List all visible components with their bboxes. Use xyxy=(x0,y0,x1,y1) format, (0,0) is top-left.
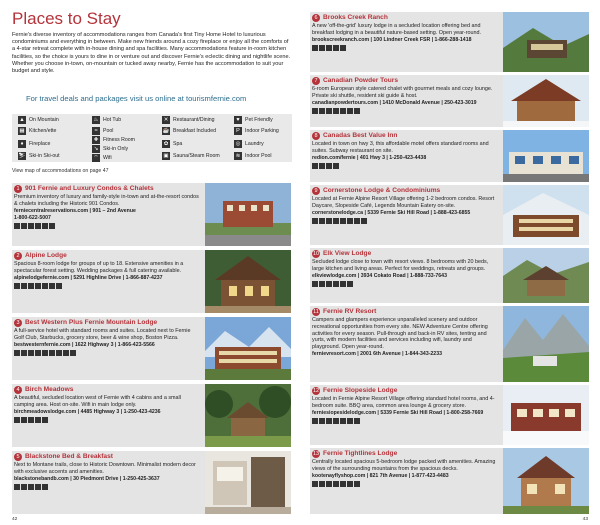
entry-description: Secluded lodge close to town with resort views. 8 bedrooms with 20 beds, large kitchen and living areas. Perfect for weddings, retreats and groups. xyxy=(312,259,489,272)
entry-description: Located in town on hwy 3, this affordable motel offers standard rooms and suites. Subway restaurant on site. xyxy=(312,141,489,154)
amenity-icon xyxy=(28,484,34,490)
lodge-photo xyxy=(503,75,589,127)
accommodation-entry xyxy=(310,306,589,382)
amenity-icon xyxy=(347,108,353,114)
entry-description: Centrally located spacious 5-bedroom lodge packed with amenities. Amazing views of the surrounding mountains from the spacious decks. xyxy=(312,459,496,472)
amenity-icon xyxy=(35,350,41,356)
legend-mountain: ▲ On Mountain xyxy=(19,117,59,123)
amenity-icon xyxy=(35,484,41,490)
legend-wifi: ⌔ Wifi xyxy=(93,155,112,161)
amenity-icon xyxy=(42,283,48,289)
entry-description: Campers and glampers experience unparalleled scenery and outdoor recreational opportunities from every site. NEW Adventure Centre offering activities for every season. Pull-through and back-in RV sites, tenting and yurts, with modern facilities and services including wifi, laundry and playground. Open year-round. xyxy=(312,317,488,351)
amenity-icon xyxy=(319,45,325,51)
entry-contact: blackstonebandb.com | 30 Piedmont Drive | 1-250-425-3637 xyxy=(14,475,160,482)
kitchen-icon: ▦ xyxy=(19,128,25,134)
amenity-icon xyxy=(14,484,20,490)
accommodation-entry xyxy=(310,12,589,72)
accommodation-entry xyxy=(310,248,589,303)
page-number: 43 xyxy=(582,517,588,522)
amenity-icon xyxy=(347,418,353,424)
entry-number: 11 xyxy=(313,308,319,315)
entry-description: A full-service hotel with standard rooms and suites. Located next to Fernie Golf Club, Starbucks, grocery store, beer & wine shop, Boston Pizza. xyxy=(14,328,191,341)
legend-ski: ⛷ Ski-in Ski-out xyxy=(18,153,60,159)
amenity-icon xyxy=(70,350,76,356)
entry-number: 1 xyxy=(14,185,22,193)
lodge-photo xyxy=(503,448,589,514)
indoor-pool-icon: ≋ xyxy=(235,153,241,159)
amenity-icon xyxy=(319,218,325,224)
entry-number: 5 xyxy=(14,453,22,461)
entry-name: Cornerstone Lodge & Condominiums xyxy=(323,187,441,194)
lodge-photo xyxy=(205,317,291,380)
amenity-icon xyxy=(333,108,339,114)
lodge-photo xyxy=(503,385,589,445)
amenity-icon xyxy=(28,283,34,289)
amenity-icon xyxy=(21,350,27,356)
entry-name: Fernie Tightlines Lodge xyxy=(323,450,398,457)
amenity-icon xyxy=(326,108,332,114)
lodge-photo xyxy=(503,130,589,182)
entry-number: 8 xyxy=(312,132,320,140)
legend-fireplace: ♦ Fireplace xyxy=(18,140,50,148)
amenity-icon xyxy=(312,108,318,114)
amenity-icon xyxy=(35,417,41,423)
entry-contact: fernievresort.com | 2001 6th Avenue | 1-844-343-2233 xyxy=(312,350,442,357)
legend-restaurant: ✕ Restaurant/Dining xyxy=(163,117,215,123)
legend-parking: P Indoor Parking xyxy=(234,127,279,135)
entry-number: 7 xyxy=(312,77,320,85)
accommodation-entry xyxy=(12,183,291,246)
amenity-icon xyxy=(340,218,346,224)
lodge-photo xyxy=(503,306,589,382)
entry-name: Alpine Lodge xyxy=(25,252,67,259)
amenity-icon xyxy=(326,481,332,487)
amenity-icon xyxy=(354,481,360,487)
entry-name: Best Western Plus Fernie Mountain Lodge xyxy=(25,319,158,326)
legend-breakfast: ☕ Breakfast Included xyxy=(162,128,216,134)
amenity-icon xyxy=(21,283,27,289)
amenity-icon xyxy=(333,481,339,487)
amenity-icon xyxy=(42,350,48,356)
mountain-icon: ▲ xyxy=(19,117,25,123)
lodge-photo xyxy=(205,451,291,514)
page-number: 42 xyxy=(12,517,18,522)
accommodation-entry xyxy=(310,130,589,182)
amenity-icon xyxy=(14,283,20,289)
amenity-icon xyxy=(354,108,360,114)
amenity-icon xyxy=(347,481,353,487)
amenity-icon xyxy=(14,350,20,356)
legend-fitness: ✚ Fitness Room xyxy=(93,137,135,143)
amenity-icon xyxy=(312,45,318,51)
amenity-icon xyxy=(49,223,55,229)
amenity-icon xyxy=(21,417,27,423)
amenity-icon xyxy=(312,163,318,169)
entry-name: Fernie RV Resort xyxy=(323,308,377,315)
amenity-icon xyxy=(340,481,346,487)
ski-in-icon: ↘ xyxy=(93,146,99,152)
accommodation-entry xyxy=(310,75,589,127)
entry-contact: alpinelodgefernie.com | 5291 Highline Drive | 1-866-887-4237 xyxy=(14,274,163,281)
amenity-icon xyxy=(14,417,20,423)
entry-number: 3 xyxy=(14,319,22,327)
amenity-icon xyxy=(354,418,360,424)
lodge-photo xyxy=(205,183,291,246)
amenity-icon xyxy=(340,108,346,114)
entry-contact: ferniecentralreservations.com | 901 – 2nd Avenue 1-800-622-5007 xyxy=(14,207,136,221)
amenity-icon xyxy=(312,218,318,224)
entry-number: 6 xyxy=(312,14,320,22)
amenity-icon xyxy=(326,163,332,169)
amenity-icon xyxy=(326,45,332,51)
entry-name: Canadas Best Value Inn xyxy=(323,132,398,139)
intro-paragraph: Fernie's diverse inventory of accommodations ranges from Canada's first Tiny Home Hotel to luxurious condominiums and everything in between. Make new friends around a cozy fireplace or enjoy all the comforts of a 4-star retreat complete with in-house dining and spa facilities. Many accommodations feature in-room kitchen facilities, so the choice is yours to dine in or venture out and discover Fernie's eclectic dining and nightlife scene. Whether you choose in-town, on-mountain or tucked away nearby, Fernie has the accommodation to suit your budget and style. xyxy=(12,32,291,75)
entry-contact: canadianpowdertours.com | 1410 McDonald Avenue | 250-423-3019 xyxy=(312,99,477,106)
entry-contact: kootenayflyshop.com | 821 7th Avenue | 1-877-423-4483 xyxy=(312,472,449,479)
legend-ski-in: ↘ Ski-in Only xyxy=(93,146,129,152)
amenity-icon xyxy=(42,223,48,229)
entry-number: 2 xyxy=(14,252,22,260)
amenity-icon xyxy=(340,281,346,287)
amenity-icon xyxy=(319,418,325,424)
entry-description: Premium inventory of luxury and family-style in-town and at-the-resort condos & chalets including the Historic 901 Condos. xyxy=(14,194,199,207)
sauna-icon: ▣ xyxy=(163,153,169,159)
entry-name: Birch Meadows xyxy=(25,386,74,393)
amenity-icon xyxy=(56,350,62,356)
entry-description: Located in Fernie Alpine Resort Village offering standard hotel rooms, and 4-bedroom suite. BBQ area, common area lounge & grocery store. xyxy=(312,396,495,409)
entry-contact: brookscreekranch.com | 100 Lindner Creek FSR | 1-866-288-1418 xyxy=(312,36,472,43)
amenity-icon xyxy=(63,350,69,356)
amenity-icon xyxy=(347,218,353,224)
legend-spa: ✿ Spa xyxy=(163,141,183,147)
entry-name: Brooks Creek Ranch xyxy=(323,14,388,21)
accommodation-entry xyxy=(12,451,291,514)
entry-contact: birchmeadowslodge.com | 4485 Highway 3 | 1-250-423-4236 xyxy=(14,408,161,415)
amenity-icon xyxy=(319,481,325,487)
amenity-icon xyxy=(312,481,318,487)
breakfast-icon: ☕ xyxy=(162,128,170,134)
amenity-icon xyxy=(319,108,325,114)
entry-number: 10 xyxy=(312,250,320,257)
amenity-icon xyxy=(28,350,34,356)
amenity-icon xyxy=(49,283,55,289)
amenity-icon xyxy=(42,484,48,490)
amenity-icon xyxy=(319,281,325,287)
entry-description: Spacious 8-room lodge for groups of up to 18. Extensive amenities in a spectacular forest setting. Wedding packages & full catering available. xyxy=(14,261,184,274)
entry-contact: bestwesternfernie.com | 1622 Highway 3 | 1-866-423-5566 xyxy=(14,341,155,348)
view-map-note: View map of accommodations on page 47 xyxy=(12,168,109,174)
amenity-icon xyxy=(21,484,27,490)
lodge-photo xyxy=(503,248,589,303)
accommodation-entry xyxy=(12,384,291,447)
entry-number: 4 xyxy=(14,386,22,394)
parking-icon: P xyxy=(234,127,242,135)
entry-number: 12 xyxy=(312,387,320,394)
amenity-icon xyxy=(340,45,346,51)
entry-name: Fernie Slopeside Lodge xyxy=(323,387,398,394)
hot-tub-icon: ♨ xyxy=(93,117,99,123)
amenity-icon xyxy=(42,417,48,423)
amenity-icon xyxy=(35,223,41,229)
fitness-icon: ✚ xyxy=(93,137,99,143)
entry-description: A beautiful, secluded location west of Fernie with 4 cabins and a small camping area. Host on-site. Wifi in main lodge only. xyxy=(14,395,181,408)
entry-description: A new 'off-the-grid' luxury lodge in a secluded location offering bed and breakfast lodging in a beautiful nature-based setting. Open year-round. xyxy=(312,23,482,36)
amenity-icon xyxy=(49,350,55,356)
entry-number: 13 xyxy=(312,450,320,457)
entry-description: Located at Fernie Alpine Resort Village offering 1-2 bedroom condos. Resort Daycare, Slopeside Café, Legends Mountain Eatery on-site. xyxy=(312,196,495,209)
travel-deals-line: For travel deals and packages visit us online at tourismfernie.com xyxy=(26,94,247,103)
entry-contact: redion.com/fernie | 401 Hwy 3 | 1-250-423-4438 xyxy=(312,154,427,161)
accommodation-entry xyxy=(310,185,589,245)
lodge-photo xyxy=(503,185,589,245)
entry-contact: elkviewlodge.com | 3934 Cokato Road | 1-888-733-7643 xyxy=(312,272,447,279)
amenity-icon xyxy=(319,163,325,169)
entry-name: Blackstone Bed & Breakfast xyxy=(25,453,113,460)
entry-number: 9 xyxy=(312,187,320,195)
entry-name: 901 Fernie and Luxury Condos & Chalets xyxy=(25,185,154,192)
legend-kitchen: ▦ Kitchen/ette xyxy=(19,128,57,134)
legend-sauna: ▣ Sauna/Steam Room xyxy=(163,153,220,159)
pool-icon: ≈ xyxy=(92,127,100,135)
page-title: Places to Stay xyxy=(12,9,121,28)
amenity-icon xyxy=(333,281,339,287)
legend-laundry: ◎ Laundry xyxy=(235,141,264,147)
lodge-photo xyxy=(205,250,291,313)
amenity-icon xyxy=(326,281,332,287)
amenity-icon xyxy=(333,418,339,424)
accommodation-entry xyxy=(310,448,589,514)
accommodation-entry xyxy=(12,250,291,313)
legend-pool: ≈ Pool xyxy=(92,127,113,135)
entry-contact: ferniesiopesidelodge.com | 5339 Fernie Ski Hill Road | 1-800-258-7669 xyxy=(312,409,484,416)
right-page xyxy=(300,0,600,525)
legend-indoor-pool: ≋ Indoor Pool xyxy=(235,153,272,159)
entry-description: 6-room European style catered chalet with gourmet meals and cozy lounge. Private ski shuttle, resident ski guide & host. xyxy=(312,86,493,99)
pet-icon: ♥ xyxy=(234,116,242,124)
amenity-icon xyxy=(326,418,332,424)
accommodation-entry xyxy=(310,385,589,445)
amenity-icon xyxy=(347,281,353,287)
restaurant-icon: ✕ xyxy=(163,117,169,123)
amenities-legend xyxy=(12,114,292,162)
amenity-icon xyxy=(21,223,27,229)
amenity-icon xyxy=(354,218,360,224)
amenity-icon xyxy=(312,418,318,424)
lodge-photo xyxy=(503,12,589,72)
entry-description: Next to Montane trails, close to Historic Downtown. Minimalist modern decor with exclusive accents and amenities. xyxy=(14,462,196,475)
amenity-icon xyxy=(14,223,20,229)
lodge-photo xyxy=(205,384,291,447)
entry-name: Elk View Lodge xyxy=(323,250,372,257)
amenity-icon xyxy=(361,218,367,224)
laundry-icon: ◎ xyxy=(235,141,241,147)
amenity-icon xyxy=(28,417,34,423)
amenity-icon xyxy=(35,283,41,289)
amenity-icon xyxy=(28,223,34,229)
amenity-icon xyxy=(340,418,346,424)
spa-icon: ✿ xyxy=(163,141,169,147)
amenity-icon xyxy=(333,218,339,224)
amenity-icon xyxy=(326,218,332,224)
legend-hot-tub: ♨ Hot Tub xyxy=(93,117,122,123)
ski-icon: ⛷ xyxy=(18,153,26,159)
fireplace-icon: ♦ xyxy=(18,140,26,148)
accommodation-entry xyxy=(12,317,291,380)
amenity-icon xyxy=(333,163,339,169)
entry-contact: cornerstonelodge.ca | 5339 Fernie Ski Hill Road | 1-888-423-6855 xyxy=(312,209,471,216)
entry-name: Canadian Powder Tours xyxy=(323,77,398,84)
amenity-icon xyxy=(312,281,318,287)
amenity-icon xyxy=(56,283,62,289)
wifi-icon: ⌔ xyxy=(93,155,99,161)
legend-pet: ♥ Pet Friendly xyxy=(234,116,273,124)
amenity-icon xyxy=(333,45,339,51)
